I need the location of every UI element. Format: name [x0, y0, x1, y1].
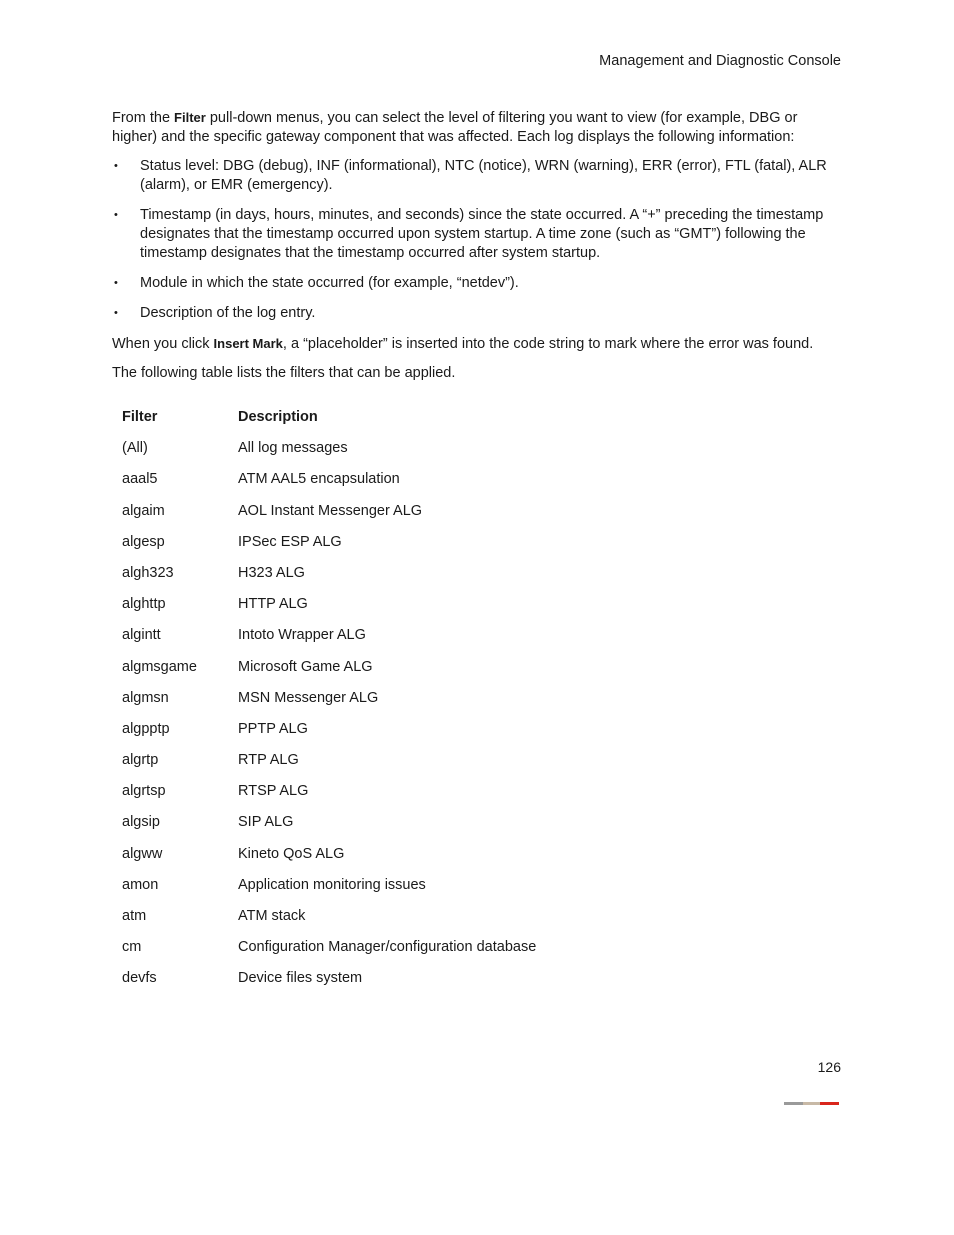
bullet-icon: •: [114, 209, 118, 221]
footer-bar-segment-red: [820, 1102, 839, 1105]
list-item-text: Status level: DBG (debug), INF (informational), NTC (notice), WRN (warning), ERR (error), FTL (fatal), ALR (alarm), or EMR (emergency).: [140, 158, 827, 193]
description-cell: Device files system: [238, 970, 363, 987]
list-item: [112, 157, 842, 195]
table-row: [112, 689, 738, 720]
intro-paragraph: [112, 108, 842, 147]
filter-cell: devfs: [122, 970, 157, 987]
table-row: [112, 907, 738, 938]
intro-text-before: From the: [112, 110, 175, 126]
description-cell: RTSP ALG: [238, 783, 309, 800]
page-content: [112, 108, 842, 1001]
running-header: Management and Diagnostic Console: [599, 53, 841, 69]
description-cell: H323 ALG: [238, 564, 305, 581]
insert-mark-text-after: , a “placeholder” is inserted into the code string to mark where the error was found.: [282, 336, 814, 352]
filter-cell: aaal5: [122, 471, 158, 488]
table-row: [112, 502, 738, 533]
table-row: [112, 564, 738, 595]
table-row: [112, 439, 738, 470]
filter-cell: algmsn: [122, 689, 169, 706]
filter-cell: algesp: [122, 533, 165, 550]
description-cell: Configuration Manager/configuration database: [238, 939, 537, 956]
filter-cell: alghttp: [122, 596, 166, 613]
header-filter: Filter: [122, 409, 158, 425]
filter-cell: algintt: [122, 627, 161, 644]
list-item: [112, 206, 842, 263]
table-row: [112, 751, 738, 782]
list-item-text: Timestamp (in days, hours, minutes, and seconds) since the state occurred. A “+” preceding the timestamp designates that the timestamp occurred upon system startup. A time zone (such as “GMT”) following the timestamp designates that the timestamp occurred after system startup.: [140, 207, 824, 261]
header-description: Description: [238, 409, 318, 425]
filter-cell: atm: [122, 908, 147, 924]
filter-cell: algsip: [122, 814, 160, 831]
table-row: [112, 658, 738, 689]
description-cell: ATM stack: [238, 908, 306, 924]
table-header-row: [112, 408, 738, 439]
insert-mark-text-before: When you click: [112, 336, 214, 352]
table-row: [112, 876, 738, 907]
description-cell: Intoto Wrapper ALG: [238, 627, 366, 644]
filter-cell: algrtp: [122, 752, 159, 769]
footer-bar-segment-tan: [803, 1102, 820, 1105]
list-item-text: Module in which the state occurred (for example, “netdev”).: [140, 275, 519, 291]
log-info-list: [112, 157, 842, 323]
page-number: 126: [817, 1059, 841, 1075]
list-item-text: Description of the log entry.: [140, 305, 316, 321]
table-row: [112, 938, 738, 969]
table-intro: The following table lists the filters that can be applied.: [112, 365, 456, 381]
table-row: [112, 626, 738, 657]
filter-cell: cm: [122, 939, 142, 956]
description-cell: MSN Messenger ALG: [238, 689, 379, 706]
filter-term: Filter: [174, 110, 206, 125]
description-cell: IPSec ESP ALG: [238, 533, 342, 550]
table-row: [112, 969, 738, 1000]
description-cell: Microsoft Game ALG: [238, 658, 373, 675]
filter-cell: amon: [122, 876, 159, 893]
table-row: [112, 533, 738, 564]
footer-color-bar: [784, 1102, 839, 1105]
insert-mark-term: Insert Mark: [213, 336, 283, 351]
filter-cell: algaim: [122, 502, 165, 519]
filter-cell: algww: [122, 845, 163, 862]
description-cell: ATM AAL5 encapsulation: [238, 471, 400, 488]
description-cell: PPTP ALG: [238, 720, 308, 737]
table-row: [112, 845, 738, 876]
bullet-icon: •: [114, 307, 118, 319]
filter-cell: algmsgame: [122, 658, 197, 675]
filters-table: [112, 408, 738, 1001]
filter-cell: algrtsp: [122, 783, 166, 800]
description-cell: HTTP ALG: [238, 596, 308, 613]
description-cell: AOL Instant Messenger ALG: [238, 502, 423, 519]
insert-mark-paragraph: [112, 334, 842, 354]
intro-text-after: pull-down menus, you can select the level of filtering you want to view (for example, DBG or higher) and the specific gateway component that was affected. Each log displays the following information:: [112, 110, 798, 145]
description-cell: Application monitoring issues: [238, 876, 426, 893]
table-row: [112, 782, 738, 813]
description-cell: Kineto QoS ALG: [238, 845, 345, 862]
table-row: [112, 813, 738, 844]
bullet-icon: •: [114, 277, 118, 289]
list-item: [112, 304, 842, 323]
description-cell: SIP ALG: [238, 814, 294, 831]
list-item: [112, 274, 842, 293]
description-cell: All log messages: [238, 440, 348, 457]
filter-cell: algpptp: [122, 720, 170, 737]
description-cell: RTP ALG: [238, 752, 299, 769]
table-row: [112, 595, 738, 626]
bullet-icon: •: [114, 160, 118, 172]
table-row: [112, 470, 738, 501]
footer-bar-segment-gray: [784, 1102, 803, 1105]
filter-cell: algh323: [122, 564, 174, 581]
filter-cell: (All): [122, 440, 148, 457]
table-row: [112, 720, 738, 751]
